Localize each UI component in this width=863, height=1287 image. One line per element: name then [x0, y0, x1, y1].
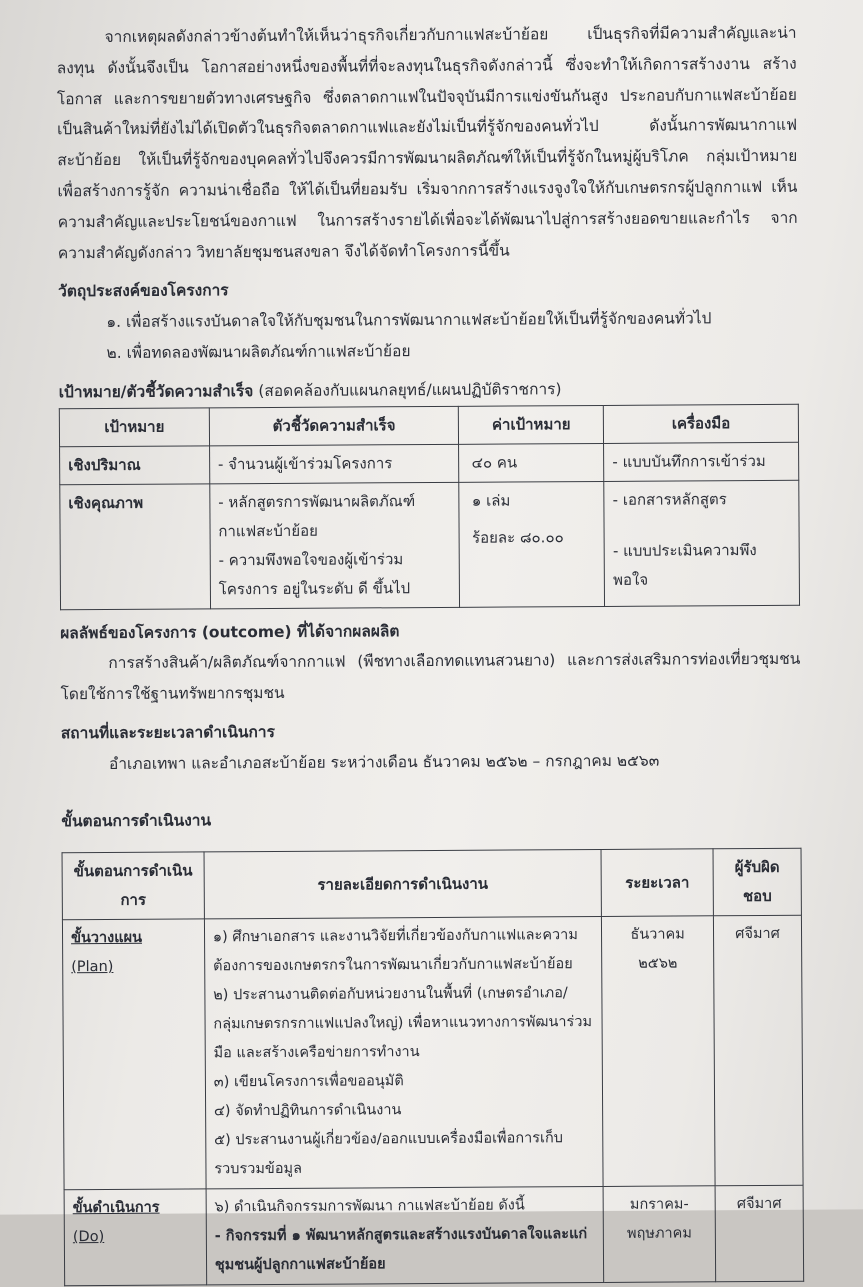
location-text: อำเภอเทพา และอำเภอสะบ้าย้อย ระหว่างเดือน ธันวาคม ๒๕๖๒ – กรกฎาคม ๒๕๖๓: [108, 751, 660, 773]
steps-header-details: รายละเอียดการดำเนินงาน: [204, 850, 602, 919]
kpi-tool: - แบบบันทึกการเข้าร่วม: [604, 442, 799, 481]
kpi-indicator-cell: [210, 482, 460, 609]
outcome-text: การสร้างสินค้า/ผลิตภัณฑ์จากกาแฟ (พืชทางเลือกทดแทนสวนยาง) และการส่งเสริมการท่องเที่ยวชุมชน โดยใช้การใช้ฐานทรัพยากรชุมชน: [60, 650, 801, 704]
steps-table: [62, 848, 805, 1287]
kpi-value: ร้อยละ ๘๐.๐๐: [471, 527, 564, 547]
kpi-value: ๑ เล่ม: [471, 491, 511, 510]
kpi-caption-bold: เป้าหมาย/ตัวชี้วัดความสำเร็จ: [58, 381, 254, 402]
kpi-tool: - แบบประเมินความพึงพอใจ: [612, 540, 757, 589]
location-heading: สถานที่และระยะเวลาดำเนินการ: [60, 722, 275, 743]
stage-cell: [64, 1189, 206, 1286]
kpi-caption-rest: (สอดคล้องกับแผนกลยุทธ์/แผนปฏิบัติราชการ): [253, 379, 562, 400]
kpi-header-value: ค่าเป้าหมาย: [459, 405, 604, 444]
kpi-tool: - เอกสารหลักสูตร: [612, 489, 727, 509]
kpi-indicator: - หลักสูตรการพัฒนาผลิตภัณฑ์กาแฟสะบ้าย้อย: [218, 491, 416, 540]
detail-item: ๓) เขียนโครงการเพื่อขออนุมัติ: [213, 1073, 404, 1091]
intro-paragraph: จากเหตุผลดังกล่าวข้างต้นทำให้เห็นว่าธุรกิจเกี่ยวกับกาแฟสะบ้าย้อย เป็นธุรกิจที่มีความสำคัญและน่าลงทุน ดังนั้นจึงเป็น โอกาสอย่างหนึ่งของพื้นที่ที่จะลงทุนในธุรกิจดังกล่าวนี้ ซึ่งจะทำให้เกิดการสร้างงาน สร้างโอกาส และการขยายตัวทางเศรษฐกิจ ซึ่งตลาดกาแฟในปัจจุบันมีการแข่งขันกันสูง ประกอบกับกาแฟสะบ้าย้อยเป็นสินค้าใหม่ที่ยังไม่ได้เปิดตัวในธุรกิจตลาดกาแฟและยังไม่เป็นที่รู้จักของคนทั่วไป ดังนั้นการพัฒนากาแฟสะบ้าย้อย ให้เป็นที่รู้จักของบุคคลทั่วไปจึงควรมีการพัฒนาผลิตภัณฑ์ให้เป็นที่รู้จักในหมู่ผู้บริโภค กลุ่มเป้าหมาย เพื่อสร้างการรู้จัก ความน่าเชื่อถือ ให้ได้เป็นที่ยอมรับ เริ่มจากการสร้างแรงจูงใจให้กับเกษตรกรผู้ปลูกกาแฟ เห็นความสำคัญและประโยชน์ของกาแฟ ในการสร้างรายได้เพื่อจะได้พัฒนาไปสู่การสร้างยอดขายและกำไร จากความสำคัญดังกล่าว วิทยาลัยชุมชนสงขลา จึงได้จัดทำโครงการนี้ขึ้น: [56, 23, 798, 262]
owner-cell: ศจีมาศ: [713, 916, 803, 1187]
detail-item: ๕) ประสานงานผู้เกี่ยวข้อง/ออกแบบเครื่องมือเพื่อการเก็บรวบรวมข้อมูล: [214, 1130, 564, 1178]
stage-name-en: (Plan): [71, 959, 114, 976]
stage-cell: [62, 919, 205, 1190]
objective-item: ๑. เพื่อสร้างแรงบันดาลใจให้กับชุมชนในการพัฒนากาแฟสะบ้าย้อยให้เป็นที่รู้จักของคนทั่วไป: [106, 309, 712, 332]
kpi-table-caption: [59, 373, 799, 408]
stage-name: ขั้นวางแผน: [71, 930, 143, 947]
stage-name: ขั้นดำเนินการ: [72, 1200, 160, 1217]
steps-header-stage: ขั้นตอนการดำเนินการ: [62, 852, 204, 920]
steps-header-period: ระยะเวลา: [601, 849, 713, 917]
details-cell: [204, 917, 603, 1189]
document-body: [56, 18, 804, 1287]
detail-item: ๔) จัดทำปฏิทินการดำเนินงาน: [213, 1102, 402, 1120]
period-line: มกราคม-: [629, 1196, 689, 1214]
kpi-indicator: - จำนวนผู้เข้าร่วมโครงการ: [209, 444, 459, 484]
table-row: [60, 480, 800, 610]
table-row: [64, 1186, 804, 1287]
kpi-header-indicator: ตัวชี้วัดความสำเร็จ: [209, 406, 459, 446]
stage-name-en: (Do): [72, 1229, 105, 1246]
kpi-table-header-row: [59, 404, 798, 447]
detail-item: ๒) ประสานงานติดต่อกับหน่วยงานในพื้นที่ (เกษตรอำเภอ/ กลุ่มเกษตรกรกาแฟแปลงใหญ่) เพื่อหาแนวทางการพัฒนาร่วมมือ และสร้างเครือข่ายการทำงาน: [213, 985, 593, 1062]
detail-item: ๑) ศึกษาเอกสาร และงานวิจัยที่เกี่ยวข้องกับกาแฟและความต้องการของเกษตรกรในการพัฒนาเกี่ยวกับกาแฟสะบ้าย้อย: [212, 927, 578, 975]
period-line: ๒๕๖๒: [638, 955, 678, 973]
owner-cell: ศจีมาศ: [715, 1186, 804, 1283]
kpi-indicator: - ความพึงพอใจของผู้เข้าร่วมโครงการ อยู่ในระดับ ดี ขึ้นไป: [218, 549, 411, 598]
steps-header-owner: ผู้รับผิดชอบ: [713, 849, 801, 917]
kpi-header-target: เป้าหมาย: [59, 407, 209, 446]
kpi-value-cell: [459, 481, 605, 607]
kpi-tool-cell: [604, 480, 800, 606]
table-row: [62, 916, 803, 1191]
objective-item: ๒. เพื่อทดลองพัฒนาผลิตภัณฑ์กาแฟสะบ้าย้อย: [106, 342, 411, 362]
kpi-value: ๔๐ คน: [459, 443, 604, 482]
outcome-heading: ผลลัพธ์ของโครงการ (outcome) ที่ได้จากผลผลิต: [60, 621, 400, 642]
detail-item: - กิจกรรมที่ ๑ พัฒนาหลักสูตรและสร้างแรงบันดาลใจและแก่ชุมชนผู้ปลูกกาแฟสะบ้าย้อย: [214, 1226, 588, 1274]
period-cell: [603, 1186, 716, 1283]
period-cell: [602, 916, 716, 1187]
objectives-heading: วัตถุประสงค์ของโครงการ: [58, 281, 229, 301]
steps-table-header-row: [62, 849, 801, 921]
period-line: ธันวาคม: [630, 926, 685, 944]
detail-item: ๖) ดำเนินกิจกรรมการพัฒนา กาแฟสะบ้าย้อย ดังนี้: [214, 1197, 525, 1216]
steps-heading: ขั้นตอนการดำเนินงาน: [61, 810, 212, 830]
details-cell: [206, 1187, 604, 1285]
table-row: [60, 442, 799, 485]
kpi-header-tool: เครื่องมือ: [604, 404, 799, 443]
kpi-target: เชิงปริมาณ: [60, 445, 210, 484]
kpi-target: เชิงคุณภาพ: [60, 483, 211, 609]
kpi-table: [59, 403, 800, 610]
period-line: พฤษภาคม: [626, 1225, 692, 1243]
